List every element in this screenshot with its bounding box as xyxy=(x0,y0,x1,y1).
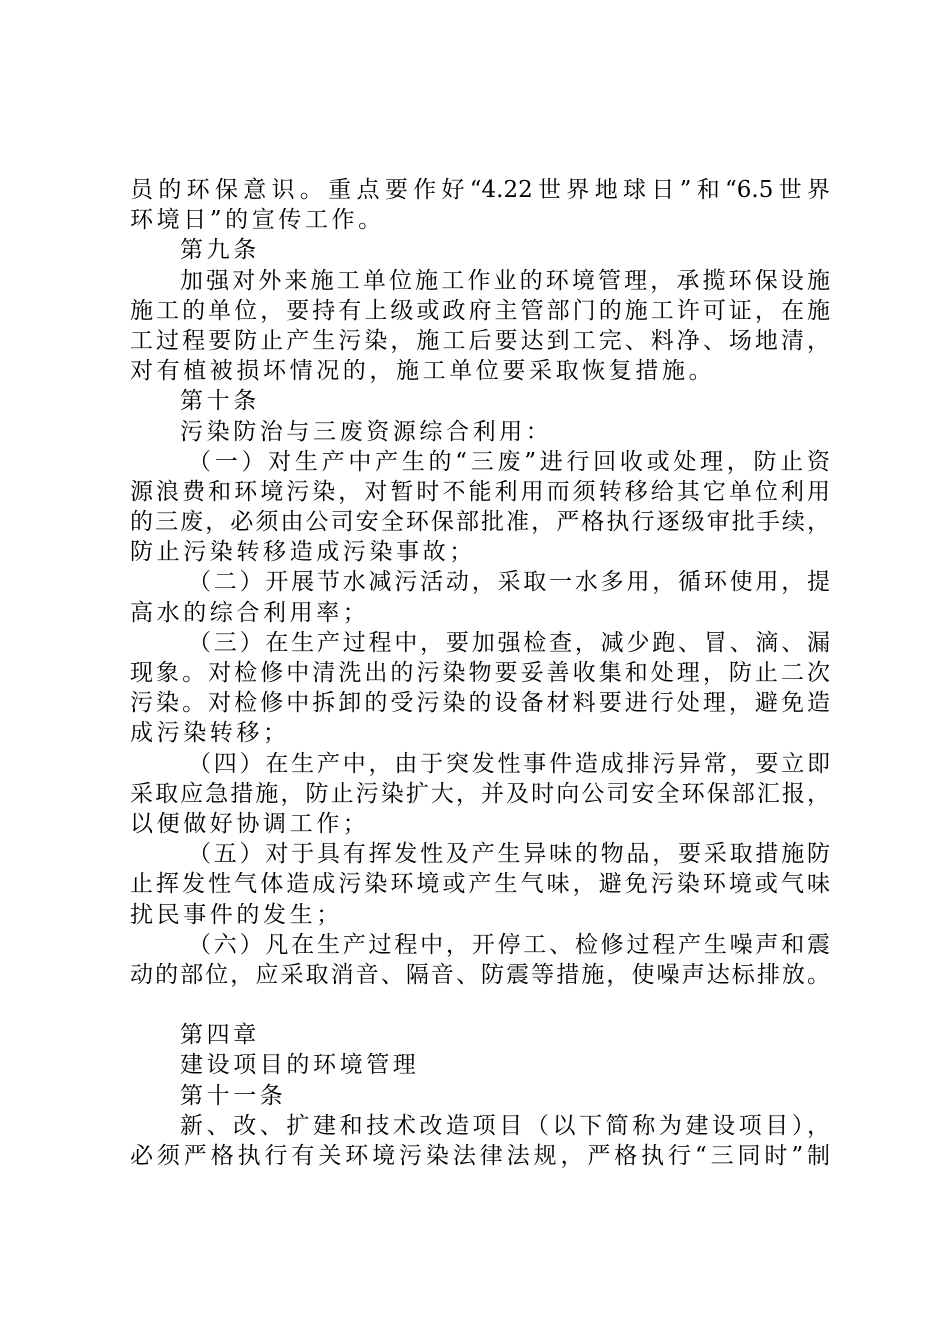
text-line: 污染。对检修中拆卸的受污染的设备材料要进行处理，避免造 xyxy=(130,690,830,717)
text-line: 工过程要防止产生污染，施工后要达到工完、料净、场地清， xyxy=(130,327,830,354)
text-line: 对有植被损坏情况的，施工单位要采取恢复措施。 xyxy=(130,358,716,385)
list-item-line: （三）在生产过程中，要加强检查，减少跑、冒、滴、漏 xyxy=(188,629,830,656)
text-line: 施工的单位，要持有上级或政府主管部门的施工许可证，在施 xyxy=(130,297,830,324)
list-item-line: （五）对于具有挥发性及产生异味的物品，要采取措施防 xyxy=(188,841,830,868)
text-line: 防止污染转移造成污染事故； xyxy=(130,539,476,566)
chapter-title: 建设项目的环境管理 xyxy=(180,1052,420,1079)
article-heading: 第十一条 xyxy=(180,1082,287,1109)
text-line: 现象。对检修中清洗出的污染物要妥善收集和处理，防止二次 xyxy=(130,660,830,686)
text-line: 止挥发性气体造成污染环境或产生气味，避免污染环境或气味 xyxy=(130,871,830,898)
text-line: 扰民事件的发生； xyxy=(130,901,343,928)
text-line: 高水的综合利用率； xyxy=(130,599,370,626)
text-line: 成污染转移； xyxy=(130,720,290,747)
chapter-heading: 第四章 xyxy=(180,1022,260,1049)
text-line: 必须严格执行有关环境污染法律法规，严格执行“三同时”制 xyxy=(130,1143,830,1169)
article-heading: 第九条 xyxy=(180,237,260,264)
text-line: 源浪费和环境污染，对暂时不能利用而须转移给其它单位利用 xyxy=(130,478,830,505)
text-line: 采取应急措施，防止污染扩大，并及时向公司安全环保部汇报， xyxy=(130,780,830,807)
text-line: 的三废，必须由公司安全环保部批准，严格执行逐级审批手续， xyxy=(130,509,830,536)
text-line: 以便做好协调工作； xyxy=(130,810,370,837)
text-line: 动的部位，应采取消音、隔音、防震等措施，使噪声达标排放。 xyxy=(130,961,830,988)
text-line: 新、改、扩建和技术改造项目（以下简称为建设项目）， xyxy=(180,1112,830,1139)
text-line: 加强对外来施工单位施工作业的环境管理，承揽环保设施 xyxy=(180,267,830,294)
list-item-line: （六）凡在生产过程中，开停工、检修过程产生噪声和震 xyxy=(188,931,830,958)
text-line: 污染防治与三废资源综合利用： xyxy=(180,418,553,445)
list-item-line: （四）在生产中，由于突发性事件造成排污异常，要立即 xyxy=(188,750,830,777)
list-item-line: （一）对生产中产生的“三废”进行回收或处理，防止资 xyxy=(188,448,830,475)
text-line: 员的环保意识。重点要作好“4.22世界地球日”和“6.5世界 xyxy=(130,177,830,203)
list-item-line: （二）开展节水减污活动，采取一水多用，循环使用，提 xyxy=(188,569,830,596)
article-heading: 第十条 xyxy=(180,388,260,415)
document-body xyxy=(130,175,830,1171)
text-line: 环境日”的宣传工作。 xyxy=(130,207,385,234)
blank-line xyxy=(130,990,830,1020)
